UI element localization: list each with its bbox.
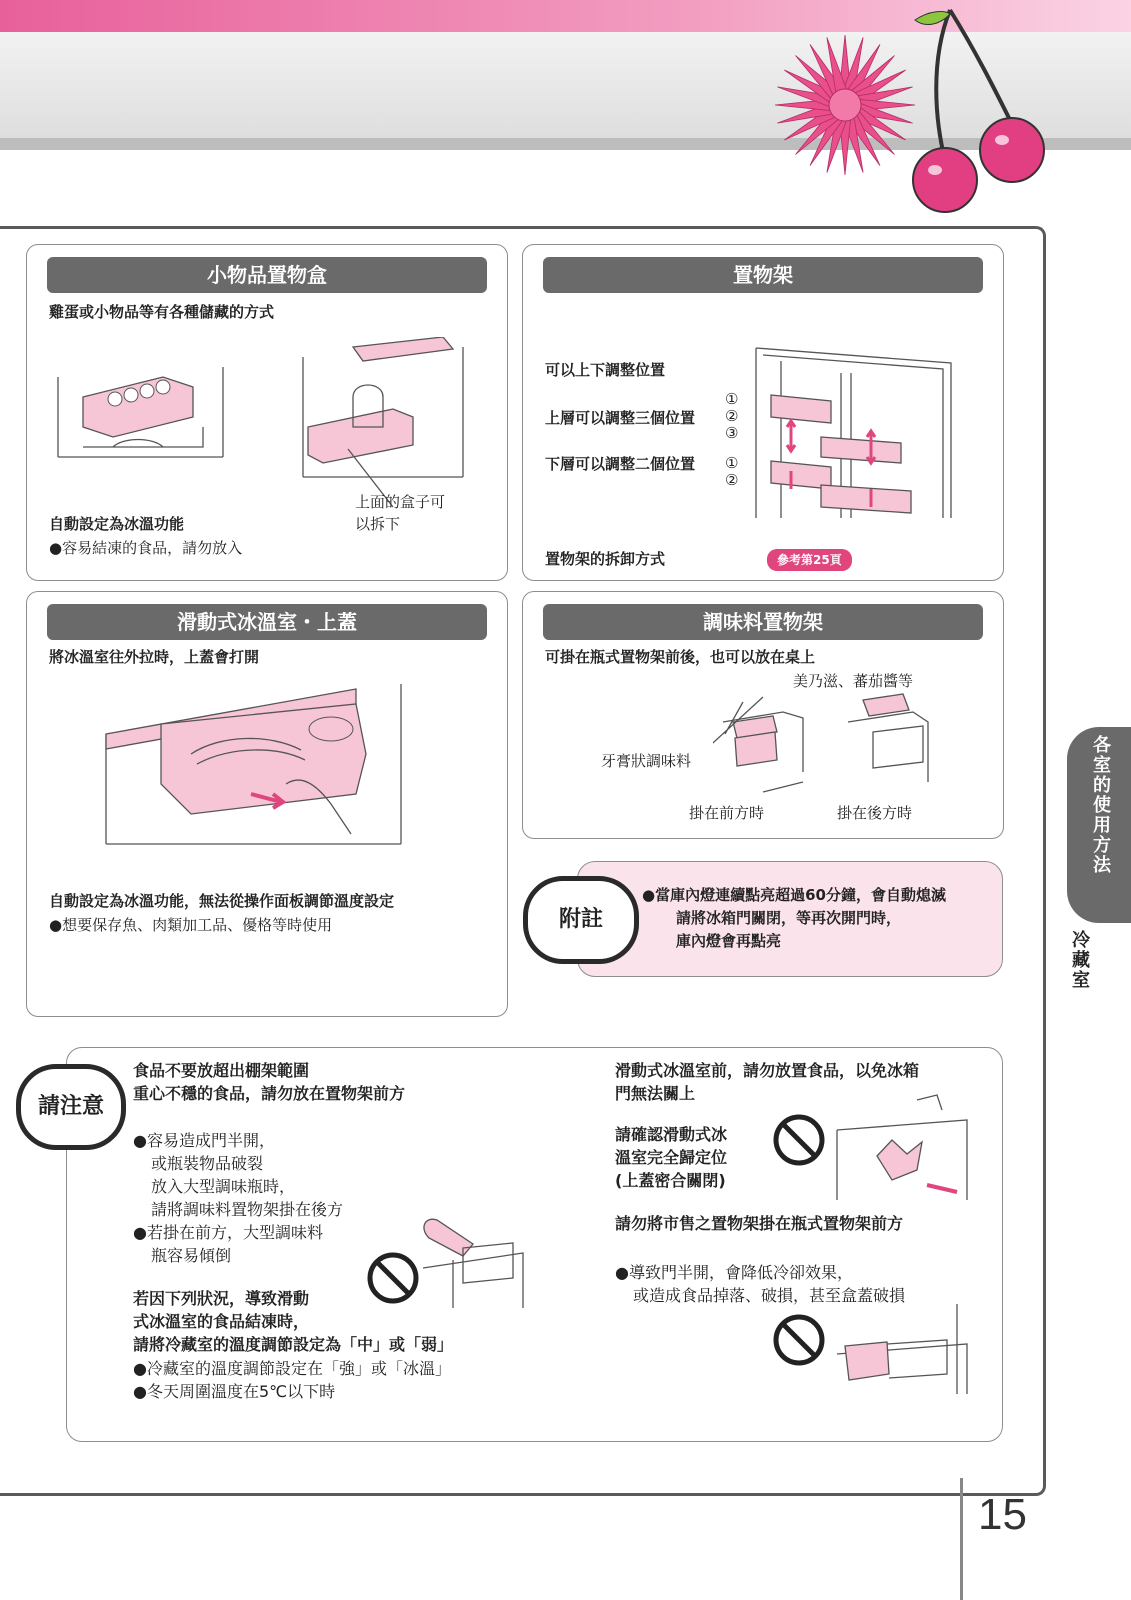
note-line-3: 庫內燈會再點亮	[676, 932, 782, 950]
caution-box	[66, 1047, 1003, 1442]
caution-right-head-1: 滑動式冰溫室前，請勿放置食品，以免冰箱	[615, 1061, 920, 1080]
mark: ②	[725, 471, 739, 489]
note-line-2: 請將冰箱門關閉，等再次開門時，	[676, 909, 902, 927]
shelf-line-1: 可以上下調整位置	[545, 361, 666, 379]
caution-confirm-2: 溫室完全歸定位	[615, 1148, 728, 1167]
label-back: 掛在後方時	[837, 804, 913, 822]
bottle-tipping-illustration	[363, 1198, 533, 1313]
panel-subtitle: 可掛在瓶式置物架前後，也可以放在桌上	[545, 648, 816, 666]
caution-badge: 請注意	[16, 1064, 126, 1150]
caution-head-line-1: 食品不要放超出棚架範圍	[133, 1061, 310, 1080]
mark: ③	[725, 424, 739, 442]
auto-setting-text: 自動設定為冰溫功能，無法從操作面板調節溫度設定	[49, 892, 395, 910]
panel-title: 調味料置物架	[543, 604, 983, 640]
label-front: 掛在前方時	[689, 804, 765, 822]
panel-title: 小物品置物盒	[47, 257, 487, 293]
caution-confirm-3: (上蓋密合關閉)	[615, 1171, 726, 1190]
panel-shelf	[522, 244, 1004, 581]
panel-seasoning-rack	[522, 591, 1004, 839]
caution-bullet-1d: 請將調味料置物架掛在後方	[151, 1200, 344, 1219]
caution-right-head2: 請勿將市售之置物架掛在瓶式置物架前方	[615, 1214, 904, 1233]
flower-icon	[775, 35, 915, 175]
sliding-chamber-illustration	[101, 684, 431, 854]
caution-bullet-3: ●冷藏室的溫度調節設定在「強」或「冰溫」	[133, 1359, 451, 1378]
note-line-1: ●當庫內燈連續點亮超過60分鐘，會自動熄滅	[642, 886, 946, 904]
caution-head-line-2: 重心不穩的食品，請勿放在置物架前方	[133, 1084, 406, 1103]
note-box	[577, 861, 1003, 977]
caution-head2-line-3: 請將冷藏室的溫度調節設定為「中」或「弱」	[133, 1335, 454, 1354]
upper-position-marks	[725, 391, 738, 442]
bullet-text: ●容易結凍的食品，請勿放入	[49, 539, 243, 557]
mark: ②	[725, 407, 739, 425]
shelf-line-3: 下層可以調整二個位置	[545, 455, 696, 473]
caution-bullet-2b: 瓶容易傾倒	[151, 1246, 232, 1265]
caution-bullet-4: ●冬天周圍溫度在5℃以下時	[133, 1382, 336, 1401]
side-tab-label: 各室的使用方法	[1090, 735, 1111, 875]
panel-subtitle: 將冰溫室往外拉時，上蓋會打開	[49, 648, 260, 666]
shelf-illustration	[751, 343, 957, 521]
small-box-illustration	[53, 337, 493, 517]
caution-bullet-2: ●若掛在前方，大型調味料	[133, 1223, 323, 1242]
flower-cherry-illustration	[760, 0, 1060, 220]
shelf-line-2: 上層可以調整三個位置	[545, 409, 696, 427]
panel-title: 置物架	[543, 257, 983, 293]
caution-right-bullet-1: ●導致門半開，會降低冷卻效果，	[615, 1263, 853, 1282]
reference-page-badge[interactable]: 參考第25頁	[767, 549, 852, 571]
caution-head2-line-2: 式冰溫室的食品結凍時，	[133, 1312, 310, 1331]
mark: ①	[725, 454, 739, 472]
page-number: 15	[978, 1490, 1027, 1539]
caution-right-head-2: 門無法關上	[615, 1084, 696, 1103]
seasoning-illustration	[713, 692, 943, 798]
shelf-removal-text: 置物架的拆卸方式	[545, 550, 666, 568]
panel-sliding-chamber	[26, 591, 508, 1017]
caution-bullet-1b: 或瓶裝物品破裂	[151, 1154, 264, 1173]
panel-small-box	[26, 244, 508, 581]
label-paste: 牙膏狀調味料	[601, 752, 692, 770]
rack-front-illustration	[767, 1304, 977, 1398]
caution-head2-line-1: 若因下列狀況，導致滑動	[133, 1289, 310, 1308]
label-mayo: 美乃滋、蕃茄醬等	[793, 672, 914, 690]
callout-line-2: 以拆下	[355, 515, 401, 533]
callout-line-1: 上面的盒子可	[355, 493, 446, 511]
page-divider	[960, 1478, 963, 1600]
caution-bullet-1c: 放入大型調味瓶時，	[151, 1177, 296, 1196]
note-badge: 附註	[523, 876, 639, 964]
cherry-icon	[913, 10, 1044, 212]
mark: ①	[725, 390, 739, 408]
auto-setting-text: 自動設定為冰溫功能	[49, 515, 185, 533]
caution-right-bullet-1b: 或造成食品掉落、破損，甚至盒蓋破損	[633, 1286, 906, 1305]
panel-subtitle: 雞蛋或小物品等有各種儲藏的方式	[49, 303, 275, 321]
section-label: 冷藏室	[1069, 930, 1090, 990]
bullet-text: ●想要保存魚、肉類加工品、優格等時使用	[49, 916, 333, 934]
sliding-door-illustration	[767, 1090, 977, 1210]
side-tab[interactable]	[1067, 727, 1131, 923]
caution-confirm-1: 請確認滑動式冰	[615, 1125, 728, 1144]
lower-position-marks	[725, 455, 738, 489]
panel-title: 滑動式冰溫室・上蓋	[47, 604, 487, 640]
caution-bullet-1: ●容易造成門半開，	[133, 1131, 275, 1150]
